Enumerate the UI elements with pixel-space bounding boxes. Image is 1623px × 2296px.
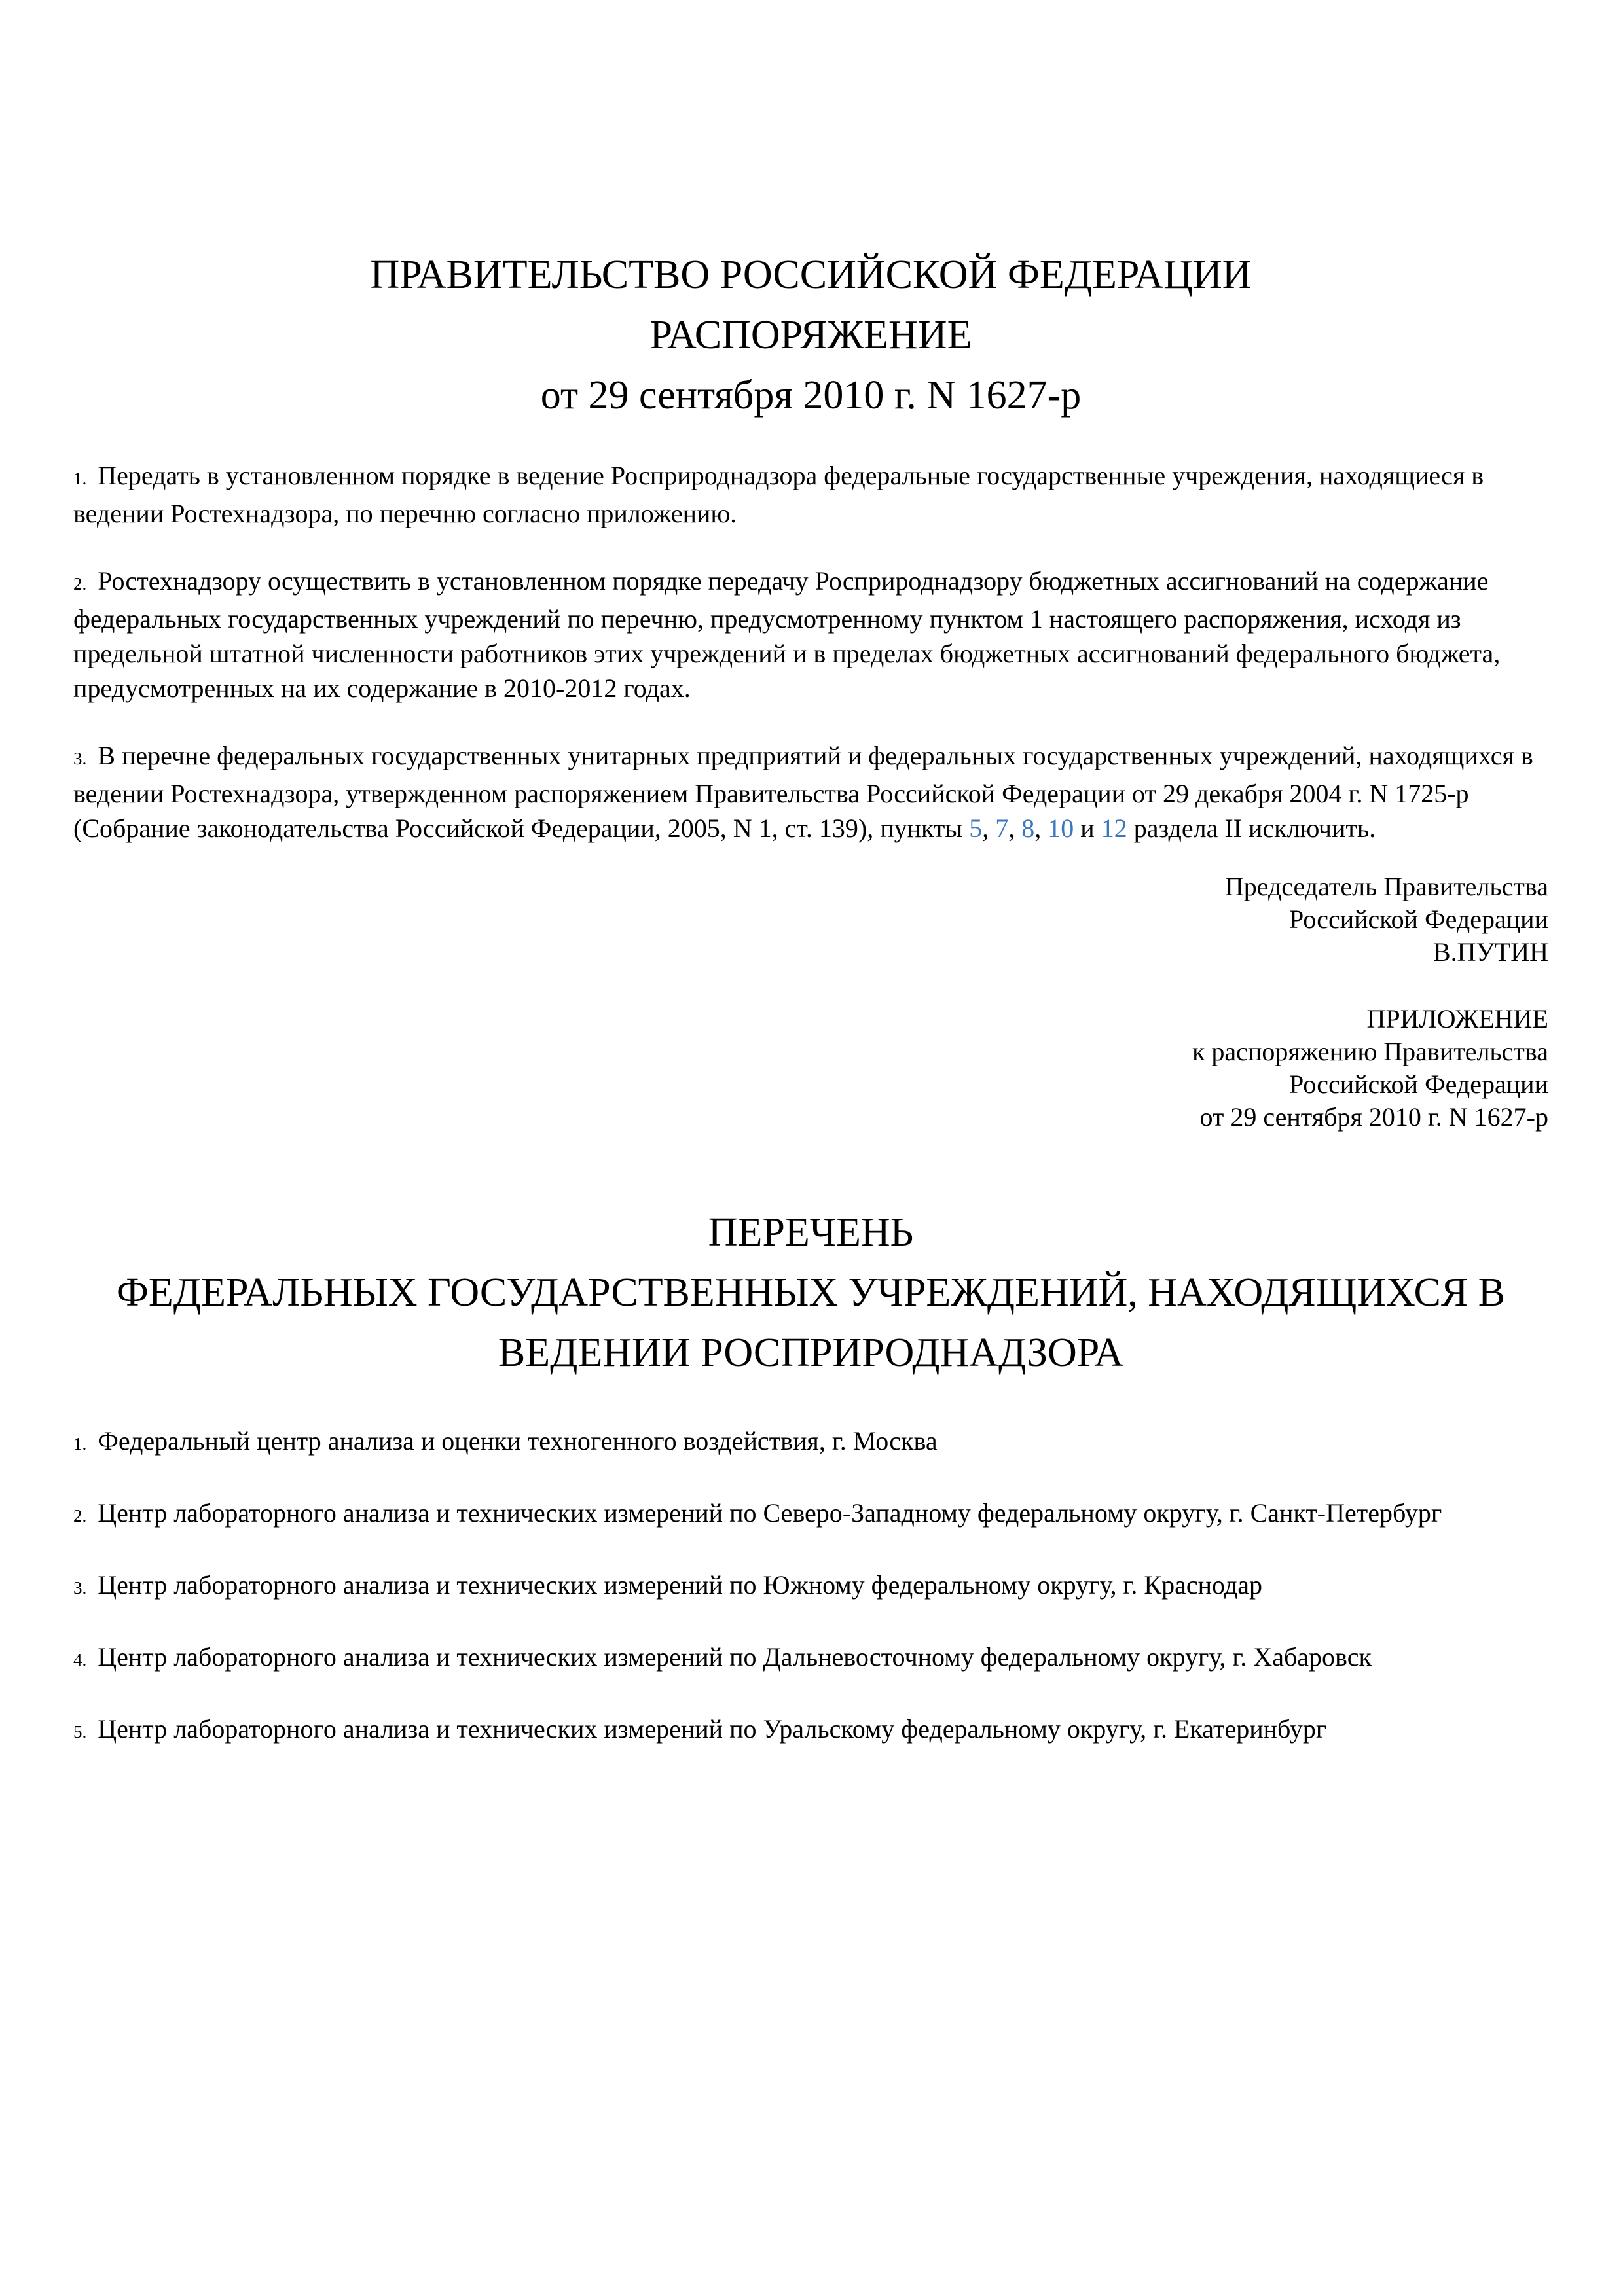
appendix-reference-line: Российской Федерации bbox=[1288, 1069, 1548, 1099]
paragraph-text: Центр лабораторного анализа и технических измерений по Дальневосточному федеральному округу, г. Хабаровск bbox=[98, 1642, 1372, 1672]
paragraph-text: В перечне федеральных государственных унитарных предприятий и федеральных государственных учреждений, находящихся в ведении Ростехнадзора, утвержденном распоряжением Правительства Российской Федерации от 29 декабря 2004 г. N 1725-р (Собрание законодательства Российской Федерации, 2005, N 1, ст. 139), пункты bbox=[73, 741, 1533, 843]
paragraph-text: Передать в установленном порядке в ведение Росприроднадзора федеральные государственные учреждения, находящиеся в ведении Ростехнадзора, по перечню согласно приложению. bbox=[73, 461, 1484, 528]
appendix-list-item bbox=[73, 1640, 1548, 1677]
paragraph-text: , bbox=[982, 814, 996, 843]
point-reference-link[interactable]: 8 bbox=[1021, 814, 1035, 843]
item-number: 3. bbox=[73, 1578, 87, 1598]
paragraph-text: Федеральный центр анализа и оценки техногенного воздействия, г. Москва bbox=[98, 1426, 938, 1456]
item-number: 4. bbox=[73, 1650, 87, 1670]
item-number: 3. bbox=[73, 749, 87, 768]
document-date-number: от 29 сентября 2010 г. N 1627-р bbox=[540, 373, 1082, 418]
appendix-list bbox=[73, 1424, 1548, 1749]
appendix-list-item bbox=[73, 1424, 1548, 1462]
paragraph-text: Центр лабораторного анализа и технических измерений по Северо-Западному федеральному округу, г. Санкт-Петербург bbox=[98, 1498, 1442, 1528]
paragraph-text: и bbox=[1074, 814, 1101, 843]
appendix-list-item bbox=[73, 1712, 1548, 1749]
signature-name: В.ПУТИН bbox=[1432, 937, 1548, 967]
item-number: 2. bbox=[73, 1506, 87, 1526]
operative-paragraphs bbox=[73, 458, 1548, 846]
operative-paragraph bbox=[73, 738, 1548, 846]
point-reference-link[interactable]: 12 bbox=[1101, 814, 1127, 843]
appendix-list-title bbox=[73, 1202, 1548, 1383]
signature-position-line: Российской Федерации bbox=[1288, 905, 1548, 934]
appendix-list-title-subject: ФЕДЕРАЛЬНЫХ ГОСУДАРСТВЕННЫХ УЧРЕЖДЕНИЙ, НАХОДЯЩИХСЯ В ВЕДЕНИИ РОСПРИРОДНАДЗОРА bbox=[116, 1270, 1506, 1375]
point-reference-link[interactable]: 7 bbox=[995, 814, 1009, 843]
appendix-reference-line: ПРИЛОЖЕНИЕ bbox=[1366, 1004, 1548, 1033]
signature-block bbox=[73, 870, 1548, 969]
paragraph-text: Центр лабораторного анализа и технических измерений по Южному федеральному округу, г. Краснодар bbox=[98, 1570, 1262, 1600]
appendix-list-item bbox=[73, 1568, 1548, 1605]
document-header bbox=[73, 245, 1548, 425]
point-reference-link[interactable]: 5 bbox=[969, 814, 983, 843]
document-type: РАСПОРЯЖЕНИЕ bbox=[649, 313, 972, 357]
operative-paragraph bbox=[73, 458, 1548, 531]
operative-paragraph bbox=[73, 564, 1548, 706]
item-number: 1. bbox=[73, 469, 87, 488]
appendix-reference-line: от 29 сентября 2010 г. N 1627-р bbox=[1199, 1102, 1548, 1132]
issuing-authority: ПРАВИТЕЛЬСТВО РОССИЙСКОЙ ФЕДЕРАЦИИ bbox=[370, 253, 1252, 297]
appendix-reference-block bbox=[73, 1003, 1548, 1134]
paragraph-text: , bbox=[1008, 814, 1022, 843]
appendix-list-title-word: ПЕРЕЧЕНЬ bbox=[708, 1210, 914, 1255]
paragraph-text: раздела II исключить. bbox=[1127, 814, 1376, 843]
paragraph-text: , bbox=[1034, 814, 1048, 843]
point-reference-link[interactable]: 10 bbox=[1048, 814, 1074, 843]
signature-position-line: Председатель Правительства bbox=[1224, 872, 1548, 901]
item-number: 2. bbox=[73, 574, 87, 594]
paragraph-text: Центр лабораторного анализа и технических измерений по Уральскому федеральному округу, г. Екатеринбург bbox=[98, 1714, 1327, 1744]
paragraph-text: Ростехнадзору осуществить в установленном порядке передачу Росприроднадзору бюджетных ассигнований на содержание федеральных государственных учреждений по перечню, предусмотренному пунктом 1 настоящего распоряжения, исходя из предельной штатной численности работников этих учреждений и в пределах бюджетных ассигнований федерального бюджета, предусмотренных на их содержание в 2010-2012 годах. bbox=[73, 566, 1501, 703]
appendix-list-item bbox=[73, 1496, 1548, 1534]
item-number: 5. bbox=[73, 1722, 87, 1742]
appendix-reference-line: к распоряжению Правительства bbox=[1192, 1037, 1548, 1066]
item-number: 1. bbox=[73, 1434, 87, 1454]
